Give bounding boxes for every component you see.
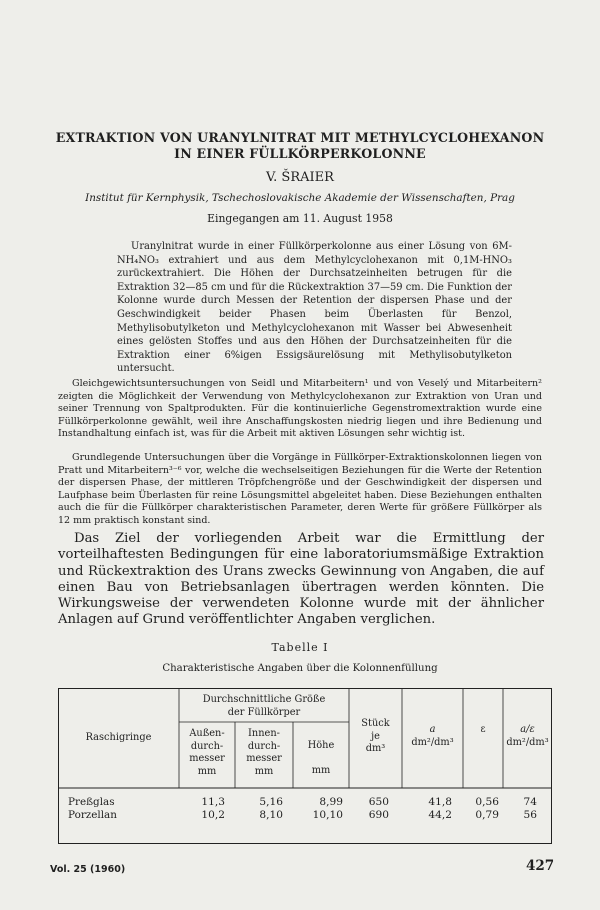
table-row-1-outer: 11,3	[201, 796, 225, 808]
table-row-2-a: 44,2	[428, 809, 452, 821]
header-inner-line2: durch-	[247, 740, 281, 752]
title-line-2: IN EINER FÜLLKÖRPERKOLONNE	[174, 146, 426, 161]
article-title	[40, 130, 560, 162]
institute: Institut für Kernphysik, Tschechoslovakische Akademie der Wissenschaften, Prag	[85, 192, 515, 204]
body-paragraph-3: Das Ziel der vorliegenden Arbeit war die Ermittlung der vorteilhaftesten Bedingungen für eine laboratoriumsmäßige Extraktion und Rückextraktion des Urans zwecks Gewinnung von Angaben, die auf einen Bau von Betriebsanlagen übertragen werden könnten. Die Wirkungsweise der verwendeten Kolonne wurde mit der ähnlicher Anlagen auf Grund veröffentlichter Angaben verglichen.	[58, 531, 544, 628]
header-a	[402, 724, 463, 749]
header-height-line1: Höhe	[307, 740, 335, 751]
header-ratio	[503, 724, 552, 749]
received-date: Eingegangen am 11. August 1958	[207, 212, 393, 225]
header-count-line2: je	[371, 730, 380, 742]
header-size-group-line1: Durchschnittliche Größe	[202, 694, 326, 705]
title-line-1: EXTRAKTION VON URANYLNITRAT MIT METHYLCYCLOHEXANON	[55, 130, 545, 145]
header-count-line3: dm³	[365, 743, 386, 754]
header-a-line2: dm²/dm³	[411, 736, 454, 748]
table-row-2-inner: 8,10	[259, 809, 283, 821]
table-row-2-outer: 10,2	[201, 809, 225, 821]
table-row-1-inner: 5,16	[259, 796, 283, 808]
header-outer-line2: durch-	[190, 740, 224, 752]
table-row-2-ratio: 56	[523, 809, 537, 821]
header-outer-line4: mm	[197, 765, 217, 777]
header-inner-diameter	[235, 728, 293, 778]
table-row-2-height: 10,10	[312, 809, 343, 821]
header-count	[349, 718, 402, 756]
header-count-line1: Stück	[361, 718, 390, 729]
header-outer-line3: messer	[189, 753, 225, 764]
table-caption: Charakteristische Angaben über die Kolonnenfüllung	[162, 663, 438, 674]
table-row-1-a: 41,8	[428, 796, 452, 808]
volume-info: Vol. 25 (1960)	[50, 864, 126, 875]
table-row-2-count: 690	[368, 809, 389, 821]
table-row-2-eps: 0,79	[475, 809, 499, 821]
page-number: 427	[526, 858, 555, 874]
body-paragraph-1: Gleichgewichtsuntersuchungen von Seidl und Mitarbeitern¹ und von Veselý und Mitarbeitern² zeigten die Möglichkeit der Verwendung von Methylcyclohexanon zur Extraktion von Uran und seiner Trennung von Spaltprodukten. Für die kontinuierliche Gegenstromextraktion wurde eine Füllkörperkolonne gewählt, weil ihre Anschaffungskosten niedrig liegen und ihre Bedienung und Instandhaltung einfach ist, was für die Arbeit mit aktiven Lösungen sehr wichtig ist.	[58, 378, 542, 440]
header-inner-line4: mm	[254, 765, 274, 777]
header-outer-diameter	[179, 728, 235, 778]
header-epsilon: ε	[480, 724, 486, 735]
header-size-group-line2: der Füllkörper	[227, 706, 301, 718]
header-outer-line1: Außen-	[189, 728, 225, 739]
header-ratio-line1: a/ε	[520, 724, 535, 735]
header-height	[293, 740, 349, 777]
header-inner-line3: messer	[246, 753, 282, 764]
table-row-1-ratio: 74	[523, 796, 537, 808]
table-row-2-name: Porzellan	[68, 809, 117, 821]
header-inner-line1: Innen-	[248, 728, 280, 739]
body-paragraph-2: Grundlegende Untersuchungen über die Vorgänge in Füllkörper-Extraktionskolonnen liegen von Pratt und Mitarbeitern³⁻⁶ vor, welche die wechselseitigen Beziehungen für die Werte der Retention der dispersen Phase, der mittleren Tröpfchengröße und der Geschwindigkeit der dispersen und Laufphase beim Überlasten für reine Lösungsmittel abgeleitet haben. Diese Beziehungen enthalten auch die für die Füllkörper charakteristischen Parameter, deren Werte für größere Füllkörper als 12 mm praktisch konstant sind.	[58, 452, 542, 526]
header-raschig: Raschigringe	[85, 732, 152, 743]
table-label: Tabelle I	[271, 641, 329, 654]
table-row-1-count: 650	[368, 796, 389, 808]
table-row-1-name: Preßglas	[68, 796, 115, 808]
header-size-group	[179, 694, 349, 719]
table-row-1-height: 8,99	[319, 796, 343, 808]
header-a-line1: a	[429, 724, 436, 735]
header-ratio-line2: dm²/dm³	[506, 736, 549, 748]
abstract: Uranylnitrat wurde in einer Füllkörperkolonne aus einer Lösung von 6M-NH₄NO₃ extrahiert und aus dem Methylcyclohexanon mit 0,1M-HNO₃ zurückextrahiert. Die Höhen der Durchsatzeinheiten betrugen für die Extraktion 32—85 cm und für die Rückextraktion 37—59 cm. Die Funktion der Kolonne wurde durch Messen der Retention der dispersen Phase und der Geschwindigkeit beider Phasen beim Überlasten für Benzol, Methylisobutylketon und Methylcyclohexanon mit Wasser bei Abwesenheit eines gelösten Stoffes und aus den Höhen der Durchsatzeinheiten für die Extraktion einer 6%igen Essigsäurelösung mit Methylisobutylketon untersucht.	[117, 241, 512, 375]
packing-table	[58, 688, 552, 844]
header-height-line2: mm	[311, 764, 331, 776]
table-row-1-eps: 0,56	[475, 796, 499, 808]
author: V. ŠRAIER	[266, 170, 334, 185]
